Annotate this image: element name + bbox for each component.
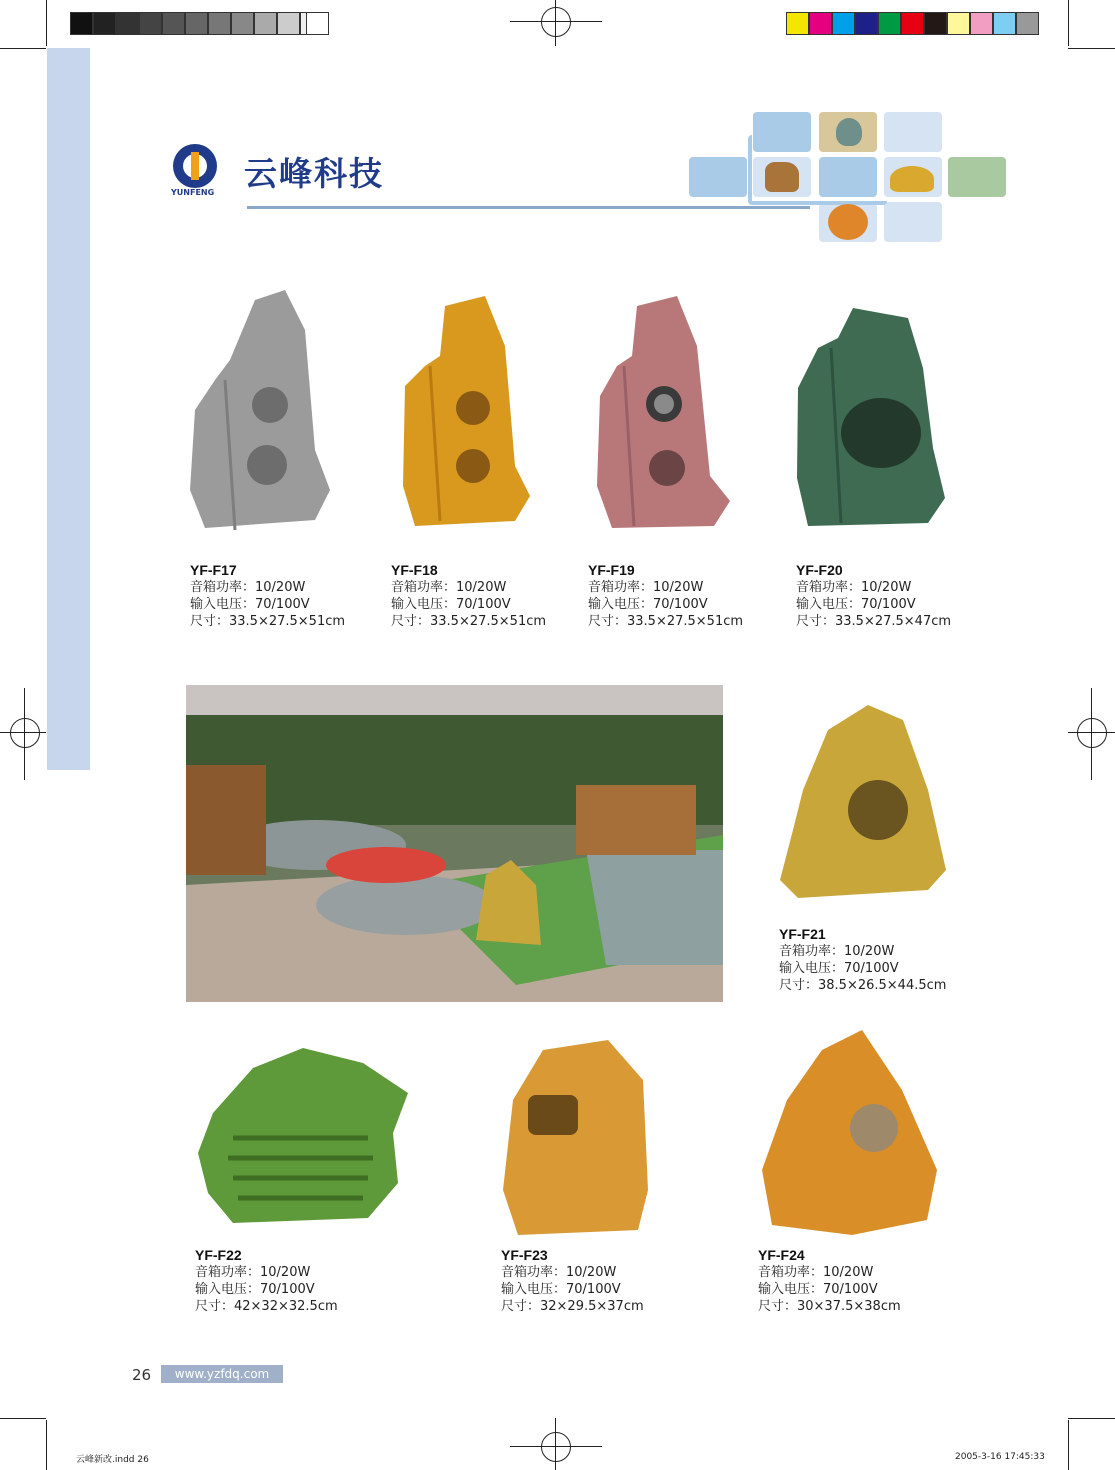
website-url: www.yzfdq.com: [161, 1365, 283, 1383]
crop-mark: [1068, 48, 1115, 49]
product-image-yf-f19: [592, 296, 737, 532]
product-voltage: 输入电压：70/100V: [796, 597, 916, 612]
product-size: 尺寸：38.5×26.5×44.5cm: [779, 978, 947, 993]
product-code: YF-F19: [588, 562, 635, 578]
product-voltage: 输入电压：70/100V: [195, 1282, 315, 1297]
crop-mark: [46, 1420, 47, 1470]
garden-scene-photo: [186, 685, 723, 1002]
header-rule: [247, 206, 810, 209]
product-power: 音箱功率：10/20W: [758, 1265, 874, 1280]
crop-mark: [0, 1418, 46, 1419]
registration-line: [555, 1418, 556, 1470]
product-image-yf-f20: [793, 308, 948, 528]
product-code: YF-F23: [501, 1247, 548, 1263]
slug-timestamp: 2005-3-16 17:45:33: [955, 1452, 1045, 1462]
product-size: 尺寸：33.5×27.5×47cm: [796, 614, 952, 629]
registration-line: [555, 0, 556, 46]
product-voltage: 输入电压：70/100V: [391, 597, 511, 612]
product-code: YF-F21: [779, 926, 826, 942]
crop-mark: [1068, 1418, 1115, 1419]
registration-mark-bottom: [541, 1432, 571, 1462]
registration-mark-top: [541, 7, 571, 37]
registration-line: [510, 1446, 602, 1447]
product-power: 音箱功率：10/20W: [501, 1265, 617, 1280]
product-image-yf-f22: [193, 1043, 415, 1225]
product-size: 尺寸：32×29.5×37cm: [501, 1299, 644, 1314]
product-power: 音箱功率：10/20W: [796, 580, 912, 595]
crop-mark: [1068, 1420, 1069, 1470]
product-code: YF-F20: [796, 562, 843, 578]
product-image-yf-f24: [762, 1030, 944, 1240]
product-power: 音箱功率：10/20W: [588, 580, 704, 595]
brand-logo-icon: [173, 144, 217, 188]
page-number: 26: [132, 1366, 152, 1384]
slug-file-info: 云峰新改.indd 26: [76, 1455, 149, 1465]
product-power: 音箱功率：10/20W: [190, 580, 306, 595]
crop-mark: [1068, 0, 1069, 46]
registration-line: [24, 688, 25, 780]
product-power: 音箱功率：10/20W: [195, 1265, 311, 1280]
product-voltage: 输入电压：70/100V: [779, 961, 899, 976]
crop-mark: [0, 48, 46, 49]
product-voltage: 输入电压：70/100V: [501, 1282, 621, 1297]
product-size: 尺寸：30×37.5×38cm: [758, 1299, 901, 1314]
brand-name: 云峰科技: [244, 154, 384, 193]
product-size: 尺寸：42×32×32.5cm: [195, 1299, 338, 1314]
product-image-yf-f23: [498, 1040, 656, 1238]
crop-mark: [46, 0, 47, 46]
product-size: 尺寸：33.5×27.5×51cm: [391, 614, 547, 629]
product-size: 尺寸：33.5×27.5×51cm: [588, 614, 744, 629]
product-power: 音箱功率：10/20W: [391, 580, 507, 595]
product-voltage: 输入电压：70/100V: [190, 597, 310, 612]
product-power: 音箱功率：10/20W: [779, 944, 895, 959]
product-image-yf-f18: [395, 296, 535, 528]
product-code: YF-F24: [758, 1247, 805, 1263]
registration-mark-left: [10, 718, 40, 748]
product-voltage: 输入电压：70/100V: [758, 1282, 878, 1297]
registration-line: [1091, 688, 1092, 780]
sidebar-band: [47, 48, 90, 770]
registration-line: [510, 21, 602, 22]
product-voltage: 输入电压：70/100V: [588, 597, 708, 612]
product-code: YF-F18: [391, 562, 438, 578]
product-image-yf-f17: [185, 290, 335, 538]
product-code: YF-F17: [190, 562, 237, 578]
registration-line: [0, 732, 46, 733]
product-image-yf-f21: [778, 700, 950, 900]
product-size: 尺寸：33.5×27.5×51cm: [190, 614, 346, 629]
product-code: YF-F22: [195, 1247, 242, 1263]
brand-tagline: YUNFENG: [171, 188, 215, 197]
registration-mark-right: [1077, 718, 1107, 748]
